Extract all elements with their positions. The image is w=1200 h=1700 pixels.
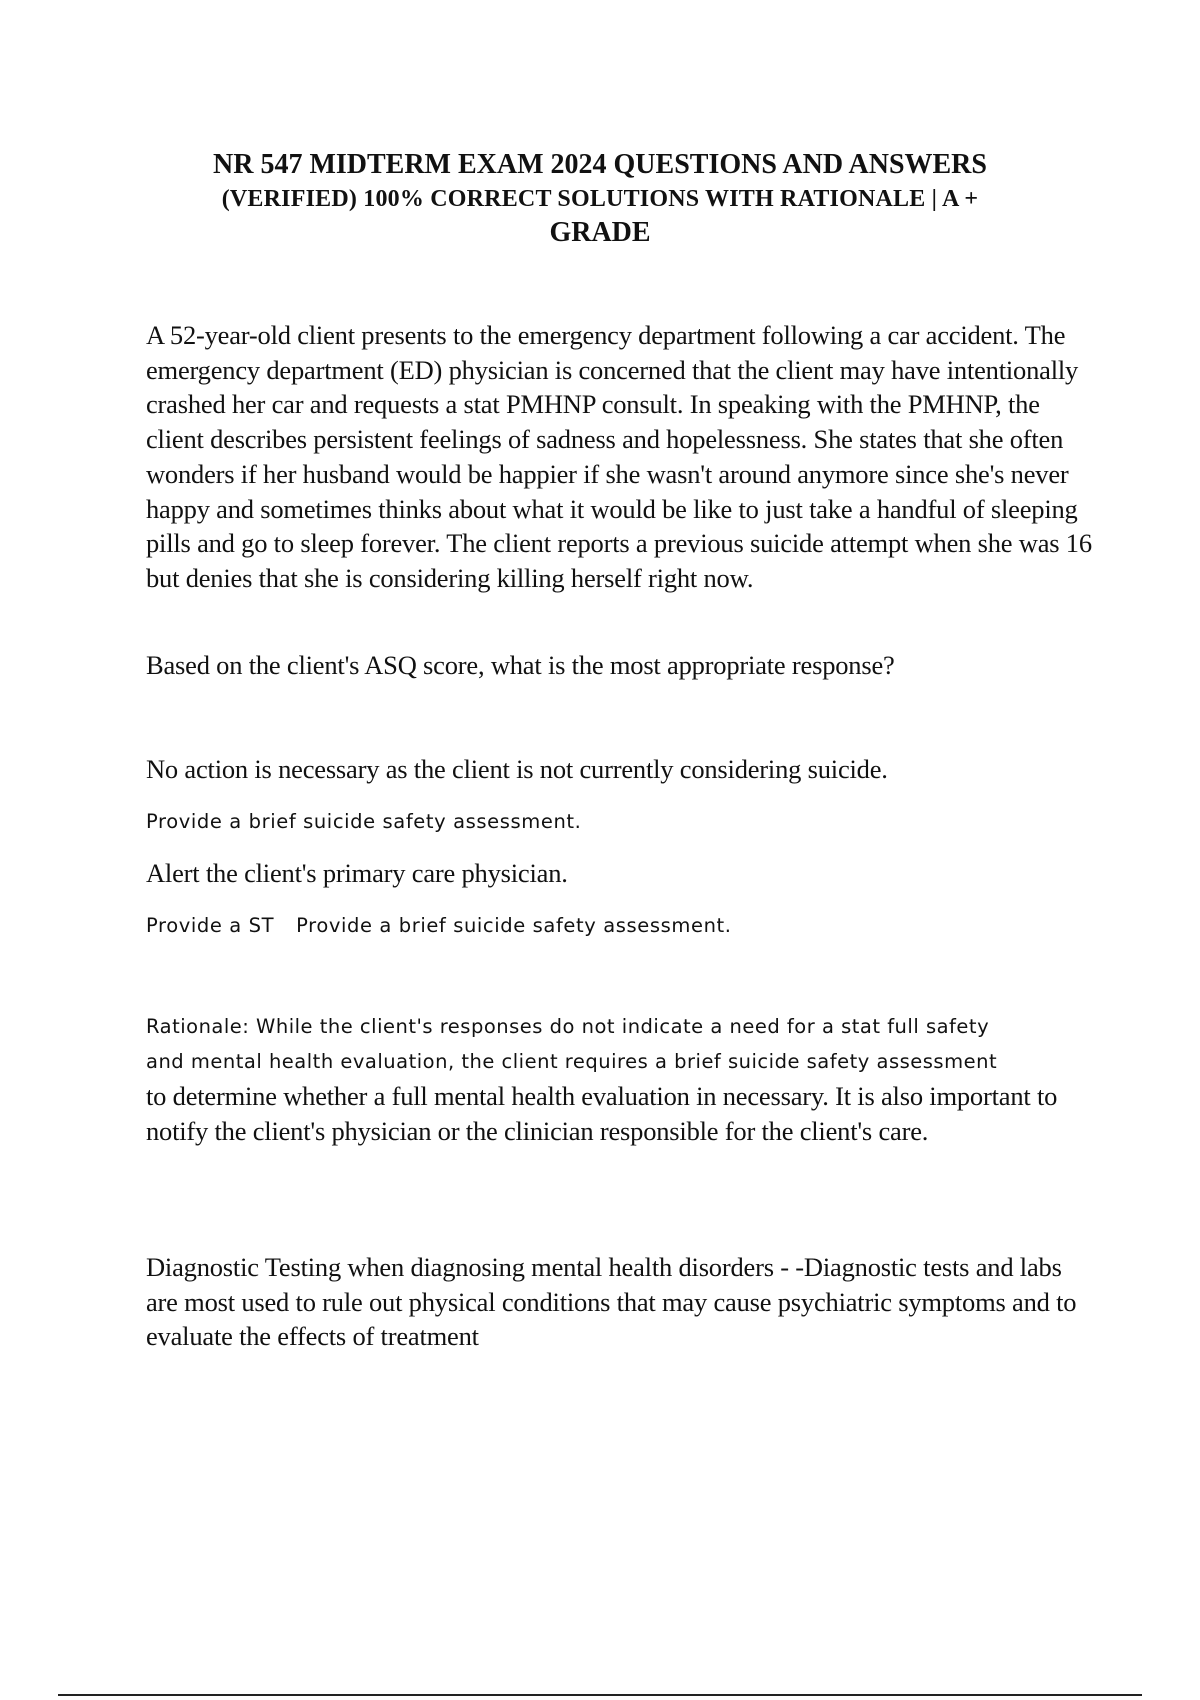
answer-option-1: No action is necessary as the client is not currently considering suicide. bbox=[146, 754, 888, 784]
answer-line bbox=[146, 909, 1096, 944]
document-title bbox=[100, 148, 1100, 250]
rationale-continuation: to determine whether a full mental health evaluation in necessary. It is also important to notify the client's physician or the clinician responsible for the client's care. bbox=[146, 1081, 1058, 1146]
rationale-line-1: Rationale: While the client's responses do not indicate a need for a stat full safety bbox=[146, 1015, 990, 1038]
answer-option-4: Provide a ST bbox=[146, 914, 275, 937]
title-line-3: GRADE bbox=[549, 217, 651, 248]
correct-answer: Provide a brief suicide safety assessment. bbox=[296, 914, 732, 937]
footer-divider bbox=[58, 1694, 1142, 1696]
title-line-1: NR 547 MIDTERM EXAM 2024 QUESTIONS AND ANSWERS bbox=[213, 149, 987, 180]
question-prompt: Based on the client's ASQ score, what is the most appropriate response? bbox=[146, 650, 895, 680]
title-line-2: (VERIFIED) 100% CORRECT SOLUTIONS WITH RATIONALE | A + bbox=[221, 186, 979, 212]
answer-option-2: Provide a brief suicide safety assessment. bbox=[146, 810, 582, 833]
question-stem: A 52-year-old client presents to the emergency department following a car accident. The emergency department (ED) physician is concerned that the client may have intentionally crashed her car and requests a stat PMHNP consult. In speaking with the PMHNP, the client describes persistent feelings of sadness and hopelessness. She states that she often wonders if her husband would be happier if she wasn't around anymore since she's never happy and sometimes thinks about what it would be like to just take a handful of sleeping pills and go to sleep forever. The client reports a previous suicide attempt when she was 16 but denies that she is considering killing herself right now. bbox=[146, 320, 1092, 593]
rationale bbox=[146, 1010, 1096, 1148]
answer-option-3: Alert the client's primary care physician. bbox=[146, 858, 568, 888]
term-definition: Diagnostic Testing when diagnosing mental health disorders - -Diagnostic tests and labs are most used to rule out physical conditions that may cause psychiatric symptoms and to evaluate the effects of treatment bbox=[146, 1252, 1077, 1352]
rationale-line-2: and mental health evaluation, the client requires a brief suicide safety assessment bbox=[146, 1049, 998, 1073]
